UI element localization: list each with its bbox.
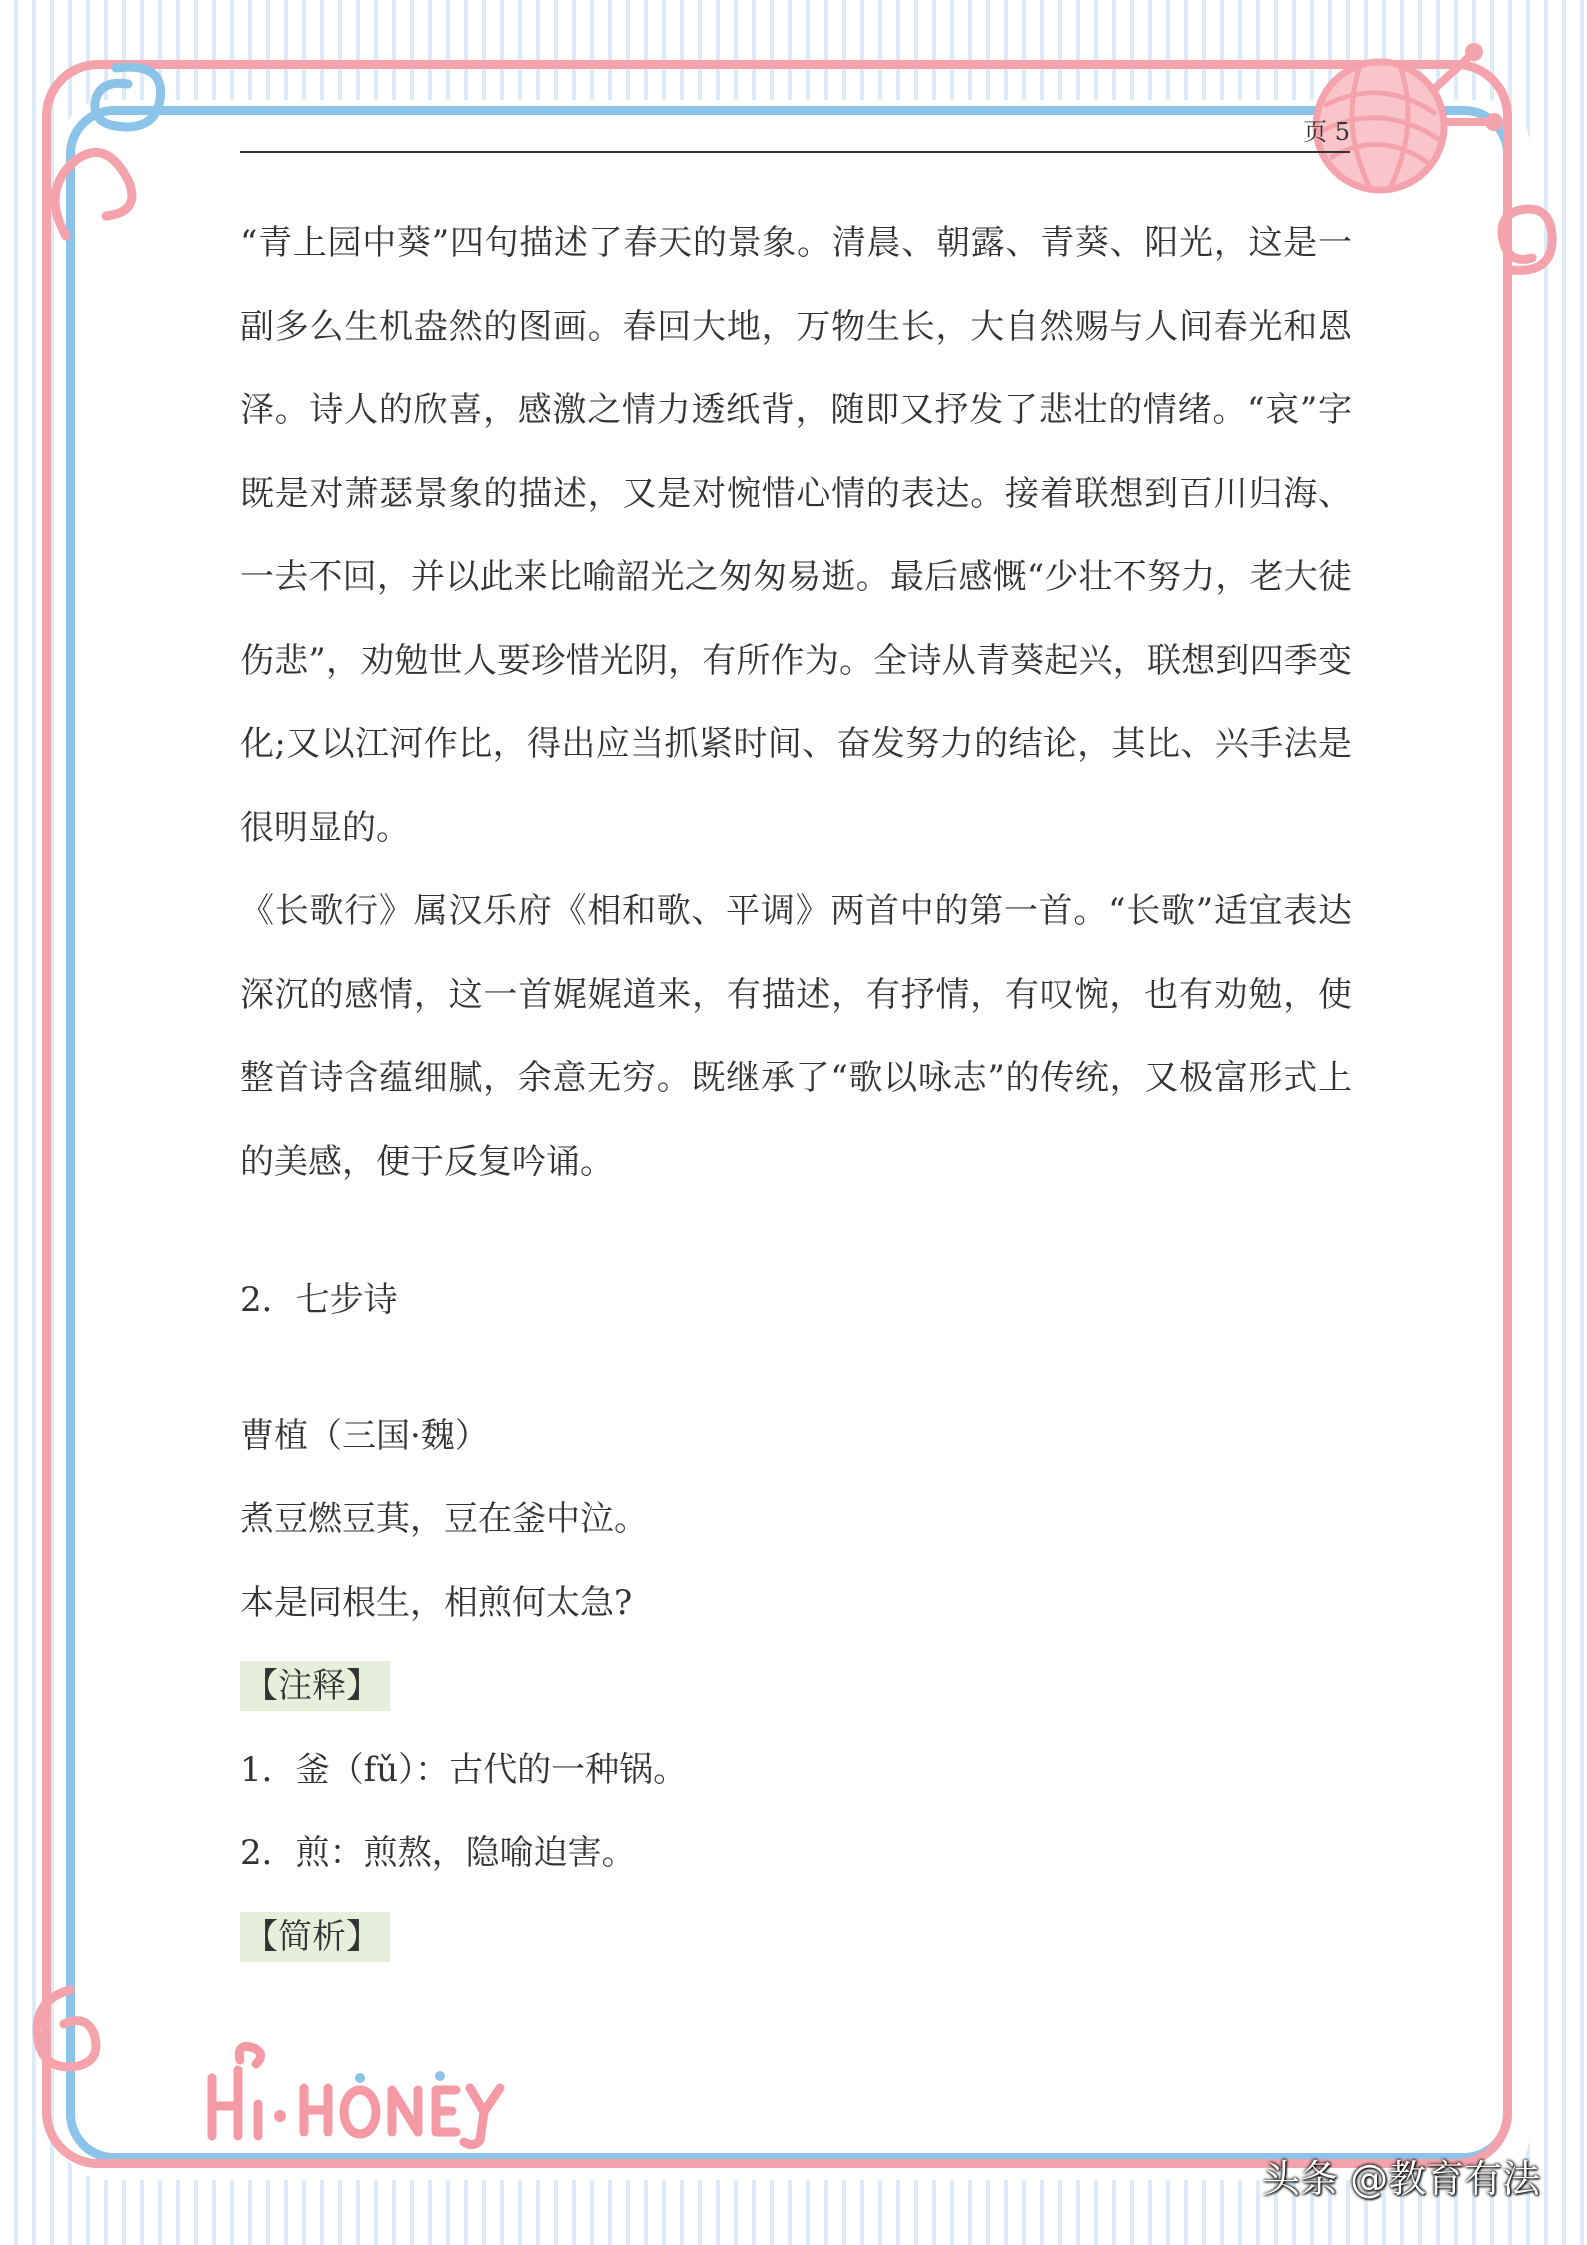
notes-section (240, 1645, 1352, 1729)
yarn-loop-right-icon (1470, 190, 1560, 300)
document-body (240, 202, 1352, 1979)
note-2: 2．煎：煎熬，隐喻迫害。 (240, 1833, 636, 1873)
header-rule (240, 151, 1350, 153)
poem-author: 曹植（三国·魏） (240, 1415, 489, 1456)
yarn-loop-top-left-icon (36, 40, 186, 220)
paragraph-1: “青上园中葵”四句描述了春天的景象。清晨、朝露、青葵、阳光，这是一副多么生机盎然的图画。春回大地，万物生长，大自然赐与人间春光和恩泽。诗人的欣喜，感激之情力透纸背，随即又抒发了悲壮的情绪。“哀”字既是对萧瑟景象的描述，又是对惋惜心情的表达。接着联想到百川归海、一去不回，并以此来比喻韶光之匆匆易逝。最后感慨“少壮不努力，老大徒伤悲”，劝勉世人要珍惜光阴，有所作为。全诗从青葵起兴，联想到四季变化;又以江河作比，得出应当抓紧时间、奋发努力的结论，其比、兴手法是很明显的。 (240, 223, 1352, 848)
poem-line-1: 煮豆燃豆萁，豆在釜中泣。 (240, 1499, 648, 1539)
poem-line-2: 本是同根生，相煎何太急? (240, 1582, 633, 1623)
analysis-tag: 【简析】 (240, 1912, 390, 1962)
watermark-text: 头条 @教育有法 (1262, 2157, 1541, 2201)
note-1: 1．釜（fǔ）：古代的一种锅。 (240, 1749, 688, 1790)
hi-honey-logo (200, 2040, 540, 2150)
analysis-section (240, 1896, 1352, 1980)
page-number-label: 页 5 (1303, 118, 1350, 146)
section-heading: 2．七步诗 (240, 1280, 398, 1320)
yarn-loop-bottom-left-icon (30, 1980, 120, 2090)
notes-tag: 【注释】 (240, 1661, 390, 1711)
paragraph-2: 《长歌行》属汉乐府《相和歌、平调》两首中的第一首。“长歌”适宜表达深沉的感情，这一首娓娓道来，有描述，有抒情，有叹惋，也有劝勉，使整首诗含蕴细腻，余意无穷。既继承了“歌以咏志”的传统，又极富形式上的美感，便于反复吟诵。 (240, 891, 1352, 1182)
